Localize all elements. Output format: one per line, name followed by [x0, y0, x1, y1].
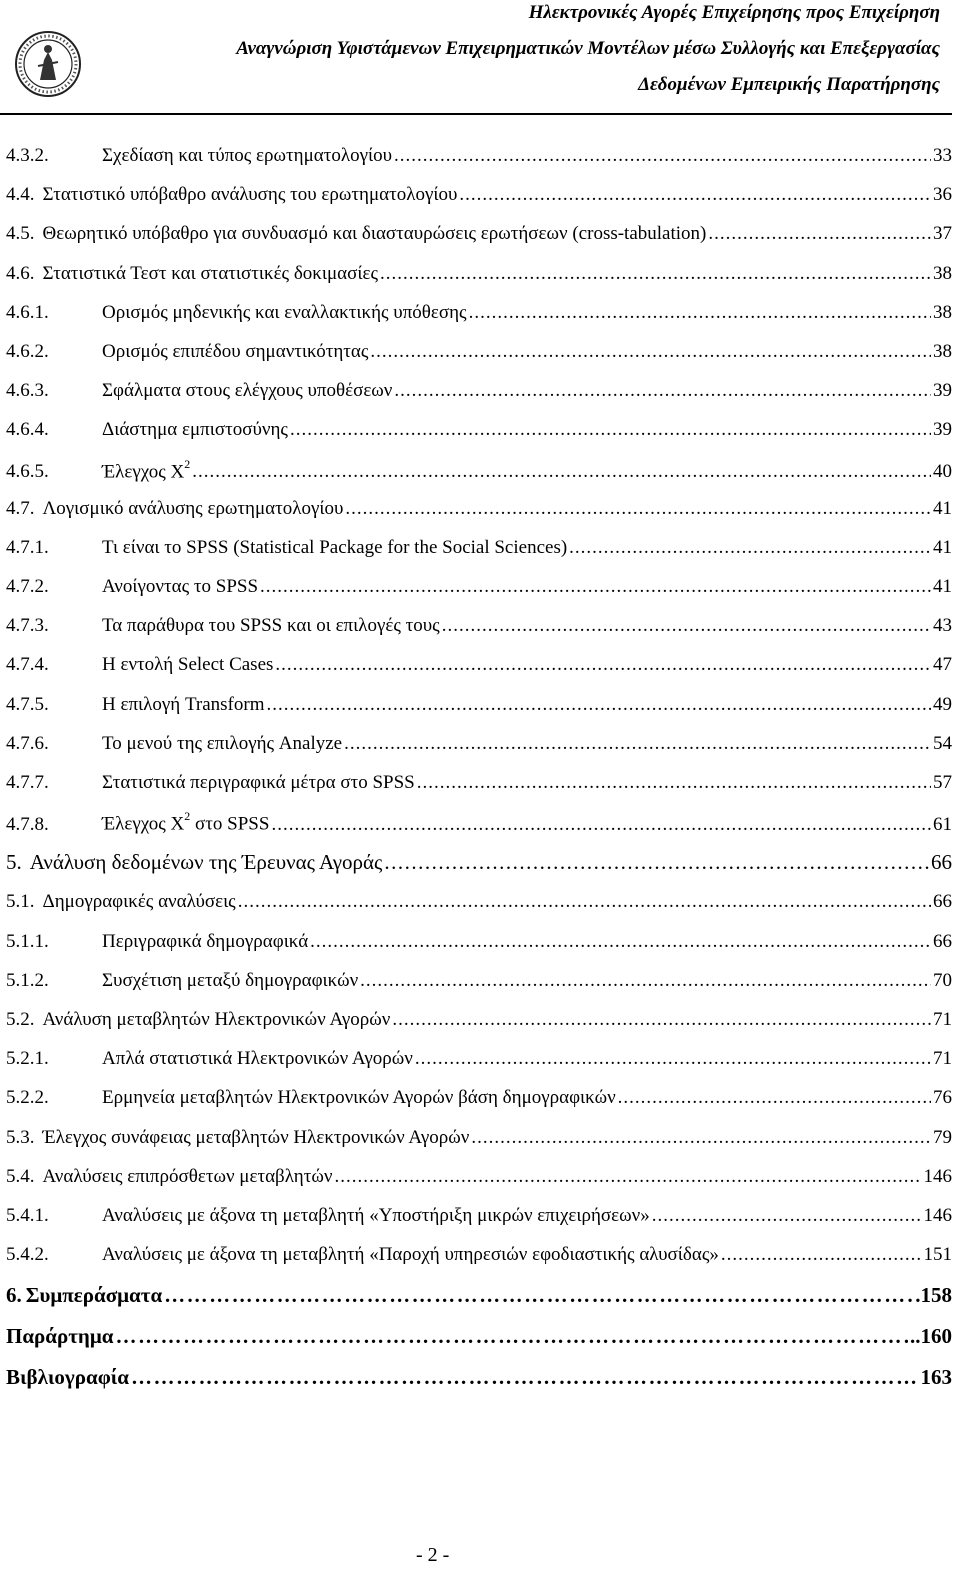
dot-leader	[471, 1127, 931, 1149]
toc-entry-title-text: Βιβλιογραφία	[6, 1365, 130, 1390]
toc-entry-number: 4.7.3.	[6, 615, 49, 637]
toc-entry-page: 163	[920, 1365, 952, 1390]
dot-leader	[392, 1009, 931, 1031]
toc-entry-number: 4.7.7.	[6, 772, 49, 793]
toc-entry[interactable]	[6, 1009, 952, 1048]
dot-leader	[344, 733, 931, 755]
toc-entry[interactable]	[6, 223, 952, 262]
toc-entry-title	[43, 891, 236, 913]
toc-entry-title-text: Συμπεράσματα	[25, 1283, 163, 1308]
toc-entry[interactable]	[6, 931, 952, 970]
toc-entry-number: 4.7.2.	[6, 576, 49, 598]
toc-entry-title	[26, 1283, 162, 1308]
toc-entry[interactable]	[6, 654, 952, 693]
toc-entry-page: .158	[915, 1283, 952, 1308]
toc-entry-title-text: Έλεγχος Χ	[102, 460, 185, 482]
toc-entry-title	[102, 931, 308, 953]
toc-entry-title	[43, 1127, 470, 1149]
toc-entry-title-text: Αναλύσεις με άξονα τη μεταβλητή «Παροχή υπηρεσιών εφοδιαστικής αλυσίδας»	[102, 1244, 719, 1266]
toc-entry-title-text: Λογισμικό ανάλυσης ερωτηματολογίου	[42, 497, 344, 519]
toc-entry[interactable]	[6, 970, 952, 1009]
dot-leader	[569, 537, 931, 559]
toc-entry[interactable]	[6, 615, 952, 654]
toc-entry-title-text: Ανοίγοντας το SPSS	[102, 576, 259, 598]
toc-entry-number: 4.5.	[6, 223, 35, 245]
toc-entry-number: 4.6.5.	[6, 460, 49, 482]
toc-entry-number: 5.1.2.	[6, 969, 49, 991]
toc-entry-title-text: Σφάλματα στους ελέγχους υποθέσεων	[102, 380, 393, 402]
toc-entry-page: 49	[933, 693, 952, 715]
toc-entry[interactable]	[6, 1244, 952, 1283]
toc-entry-number: 4.7.	[6, 497, 35, 519]
toc-entry-page: 66	[933, 891, 952, 913]
toc-entry-title	[102, 1205, 650, 1227]
toc-entry-title	[102, 302, 467, 324]
toc-entry-page: 76	[933, 1087, 952, 1109]
dot-leader	[238, 891, 931, 913]
toc-entry-title-text: Αναλύσεις με άξονα τη μεταβλητή «Υποστήριξη μικρών επιχειρήσεων»	[102, 1204, 650, 1226]
toc-entry-page: 79	[933, 1126, 952, 1148]
toc-entry-page: 66	[931, 850, 952, 875]
toc-entry-title	[30, 850, 383, 875]
toc-entry-number: 4.7.4.	[6, 654, 49, 676]
toc-entry-title-text: Θεωρητικό υπόβαθρο για συνδυασμό και διασταυρώσεις ερωτήσεων (cross-tabulation)	[42, 223, 707, 245]
table-of-contents	[6, 145, 952, 1406]
toc-entry-page: ..160	[910, 1324, 952, 1349]
dot-leader	[442, 615, 931, 637]
toc-entry-number: 5.4.	[6, 1165, 35, 1187]
toc-entry-number: 4.6.2.	[6, 340, 49, 362]
toc-entry-number: 4.6.1.	[6, 301, 49, 323]
toc-entry[interactable]	[6, 341, 952, 380]
toc-entry-number: 5.	[6, 850, 22, 875]
toc-entry-title	[102, 341, 368, 363]
toc-entry-title	[102, 654, 273, 676]
header-title-line-2: Αναγνώριση Υφιστάμενων Επιχειρηματικών Μοντέλων μέσω Συλλογής και Επεξεργασίας	[236, 38, 940, 59]
toc-entry-number: 4.7.6.	[6, 732, 49, 754]
header-divider	[0, 113, 952, 115]
toc-entry-number: 4.6.4.	[6, 419, 49, 441]
toc-entry-title-text: Αναλύσεις επιπρόσθετων μεταβλητών	[42, 1165, 333, 1187]
toc-entry-title-text: Στατιστικό υπόβαθρο ανάλυσης του ερωτηματολογίου	[42, 184, 458, 206]
toc-entry-title	[102, 1087, 616, 1109]
toc-entry-page: 39	[933, 419, 952, 441]
toc-entry-page: 57	[933, 772, 952, 793]
toc-entry[interactable]	[6, 1283, 952, 1324]
toc-entry-title	[43, 1166, 333, 1188]
toc-entry-number: 4.7.5.	[6, 693, 49, 715]
toc-entry-title-text: Παράρτημα	[6, 1324, 114, 1349]
toc-entry-title	[102, 145, 392, 167]
toc-entry-title	[102, 537, 567, 559]
toc-entry[interactable]	[6, 850, 952, 891]
toc-entry-title	[102, 419, 288, 441]
toc-entry-page: 41	[933, 536, 952, 558]
toc-entry[interactable]	[6, 302, 952, 341]
toc-entry-title	[43, 263, 378, 285]
toc-entry-title	[102, 733, 342, 755]
dot-leader	[469, 302, 931, 324]
toc-entry-page: 40	[933, 460, 952, 482]
toc-entry-title-text: Στατιστικά περιγραφικά μέτρα στο SPSS	[102, 772, 415, 793]
toc-entry-title	[102, 1244, 719, 1266]
dot-leader	[708, 223, 931, 245]
toc-entry[interactable]	[6, 419, 952, 458]
toc-entry-number: 5.2.	[6, 1008, 35, 1030]
toc-entry-page: 71	[933, 1008, 952, 1030]
toc-entry-number: 5.4.2.	[6, 1244, 49, 1266]
toc-entry-title	[102, 694, 264, 716]
dot-leader	[271, 814, 931, 836]
toc-entry[interactable]	[6, 1166, 952, 1205]
toc-entry-page: 54	[933, 732, 952, 754]
toc-entry-title	[6, 1365, 129, 1390]
dot-leader	[164, 1283, 913, 1308]
header-title-line-1: Ηλεκτρονικές Αγορές Επιχείρησης προς Επιχείρηση	[528, 2, 940, 23]
toc-entry-page: 38	[933, 262, 952, 284]
toc-entry-title-text: Συσχέτιση μεταξύ δημογραφικών	[102, 969, 359, 991]
toc-entry[interactable]	[6, 576, 952, 615]
dot-leader	[417, 772, 931, 794]
toc-entry-title-text: Δημογραφικές αναλύσεις	[42, 891, 236, 913]
dot-leader	[334, 1166, 921, 1188]
toc-entry-number: 5.2.1.	[6, 1048, 49, 1070]
dot-leader	[115, 1324, 908, 1349]
toc-entry-title	[102, 456, 191, 483]
toc-entry-title-text: Ορισμός μηδενικής και εναλλακτικής υπόθεσης	[102, 301, 467, 323]
dot-leader	[131, 1365, 918, 1390]
toc-entry-title-text: Το μενού της επιλογής Analyze	[102, 732, 343, 754]
toc-entry-title	[43, 184, 458, 206]
toc-entry-page: 36	[933, 184, 952, 206]
toc-entry-title-text: Έλεγχος Χ	[102, 813, 185, 835]
toc-entry[interactable]	[6, 733, 952, 772]
toc-entry[interactable]	[6, 456, 952, 498]
toc-entry-number: 5.2.2.	[6, 1087, 49, 1109]
toc-entry-title	[102, 811, 269, 835]
dot-leader	[260, 576, 931, 598]
toc-entry-page: 41	[933, 576, 952, 598]
toc-entry-title-text: Ορισμός επιπέδου σημαντικότητας	[102, 340, 369, 362]
toc-entry-title	[102, 970, 358, 992]
toc-entry-page: 70	[933, 969, 952, 991]
toc-entry-page: 71	[933, 1048, 952, 1070]
dot-leader	[370, 341, 931, 363]
toc-entry-number: 5.3.	[6, 1126, 35, 1148]
toc-entry[interactable]	[6, 811, 952, 850]
dot-leader	[310, 931, 931, 953]
toc-entry-title-text: Ανάλυση μεταβλητών Ηλεκτρονικών Αγορών	[42, 1008, 391, 1030]
toc-entry-title-text: Η επιλογή Transform	[102, 693, 265, 715]
toc-entry[interactable]	[6, 263, 952, 302]
toc-entry[interactable]	[6, 694, 952, 733]
toc-entry-title	[102, 576, 258, 598]
toc-entry[interactable]	[6, 380, 952, 419]
toc-entry-number: 4.7.1.	[6, 536, 49, 558]
toc-entry-title	[6, 1324, 113, 1349]
toc-entry[interactable]	[6, 1365, 952, 1406]
dot-leader	[275, 654, 931, 676]
toc-entry-number: 6.	[6, 1283, 22, 1308]
header-title-line-3: Δεδομένων Εμπειρικής Παρατήρησης	[638, 74, 940, 95]
page-number: - 2 -	[416, 1544, 450, 1566]
dot-leader	[618, 1087, 931, 1109]
dot-leader	[394, 380, 931, 402]
toc-entry-page: 38	[933, 301, 952, 323]
toc-entry-page: 47	[933, 654, 952, 676]
dot-leader	[360, 970, 931, 992]
dot-leader	[652, 1205, 922, 1227]
toc-entry-title-text: Η εντολή Select Cases	[102, 654, 274, 676]
toc-entry-page: 41	[933, 497, 952, 519]
dot-leader	[415, 1048, 931, 1070]
toc-entry-title	[43, 1009, 391, 1031]
toc-entry[interactable]	[6, 184, 952, 223]
dot-leader	[290, 419, 931, 441]
dot-leader	[192, 461, 931, 483]
toc-entry-page: 37	[933, 223, 952, 245]
toc-entry[interactable]	[6, 1087, 952, 1126]
toc-entry[interactable]	[6, 537, 952, 576]
toc-entry-title-text: Έλεγχος συνάφειας μεταβλητών Ηλεκτρονικών Αγορών	[42, 1126, 470, 1148]
dot-leader	[380, 263, 931, 285]
dot-leader	[384, 850, 929, 875]
toc-entry-number: 5.1.	[6, 891, 35, 913]
toc-entry-number: 5.4.1.	[6, 1204, 49, 1226]
toc-entry-number: 4.7.8.	[6, 813, 49, 835]
toc-entry-title-text: Τι είναι το SPSS (Statistical Package for the Social Sciences)	[102, 536, 568, 558]
toc-entry-title-text: Διάστημα εμπιστοσύνης	[102, 419, 288, 441]
dot-leader	[459, 184, 931, 206]
toc-entry[interactable]	[6, 772, 952, 811]
toc-entry-number: 5.1.1.	[6, 930, 49, 952]
toc-entry[interactable]	[6, 498, 952, 537]
university-seal-logo	[14, 30, 82, 98]
toc-entry-page: 38	[933, 340, 952, 362]
toc-entry[interactable]	[6, 1048, 952, 1087]
superscript: 2	[184, 809, 191, 824]
toc-entry-number: 4.6.3.	[6, 380, 49, 402]
toc-entry-title	[43, 223, 707, 245]
toc-entry-number: 4.6.	[6, 262, 35, 284]
dot-leader	[721, 1244, 922, 1266]
toc-entry-page: 33	[933, 145, 952, 166]
toc-entry-page: 43	[933, 615, 952, 637]
toc-entry-title-text: Περιγραφικά δημογραφικά	[102, 930, 309, 952]
toc-entry-number: 4.3.2.	[6, 145, 49, 166]
toc-entry-page: 61	[933, 813, 952, 835]
toc-entry[interactable]	[6, 891, 952, 930]
toc-entry-number: 4.4.	[6, 184, 35, 206]
toc-entry-title-text: Τα παράθυρα του SPSS και οι επιλογές τους	[102, 615, 440, 637]
toc-entry-title-text: Απλά στατιστικά Ηλεκτρονικών Αγορών	[102, 1048, 413, 1070]
superscript: 2	[184, 456, 191, 471]
toc-entry-page: 39	[933, 380, 952, 402]
toc-entry-title-text: Ανάλυση δεδομένων της Έρευνας Αγοράς	[29, 850, 383, 875]
toc-entry[interactable]	[6, 1324, 952, 1365]
toc-entry-page: 151	[923, 1244, 952, 1266]
toc-entry-title-text: Σχεδίαση και τύπος ερωτηματολογίου	[102, 145, 392, 166]
toc-entry-title-text: Ερμηνεία μεταβλητών Ηλεκτρονικών Αγορών βάση δημογραφικών	[102, 1087, 616, 1109]
dot-leader	[345, 498, 931, 520]
toc-entry[interactable]	[6, 145, 952, 184]
dot-leader	[394, 145, 931, 167]
toc-entry-title-suffix: στο SPSS	[190, 813, 270, 835]
toc-entry[interactable]	[6, 1205, 952, 1244]
dot-leader	[266, 694, 931, 716]
toc-entry-page: 146	[923, 1165, 952, 1187]
toc-entry-title	[102, 380, 392, 402]
toc-entry-title-text: Στατιστικά Τεστ και στατιστικές δοκιμασίες	[42, 262, 378, 284]
toc-entry-title	[102, 772, 415, 794]
toc-entry-title	[43, 498, 344, 520]
toc-entry-title	[102, 1048, 413, 1070]
toc-entry-page: 66	[933, 930, 952, 952]
toc-entry-page: 146	[923, 1204, 952, 1226]
toc-entry[interactable]	[6, 1127, 952, 1166]
toc-entry-title	[102, 615, 440, 637]
